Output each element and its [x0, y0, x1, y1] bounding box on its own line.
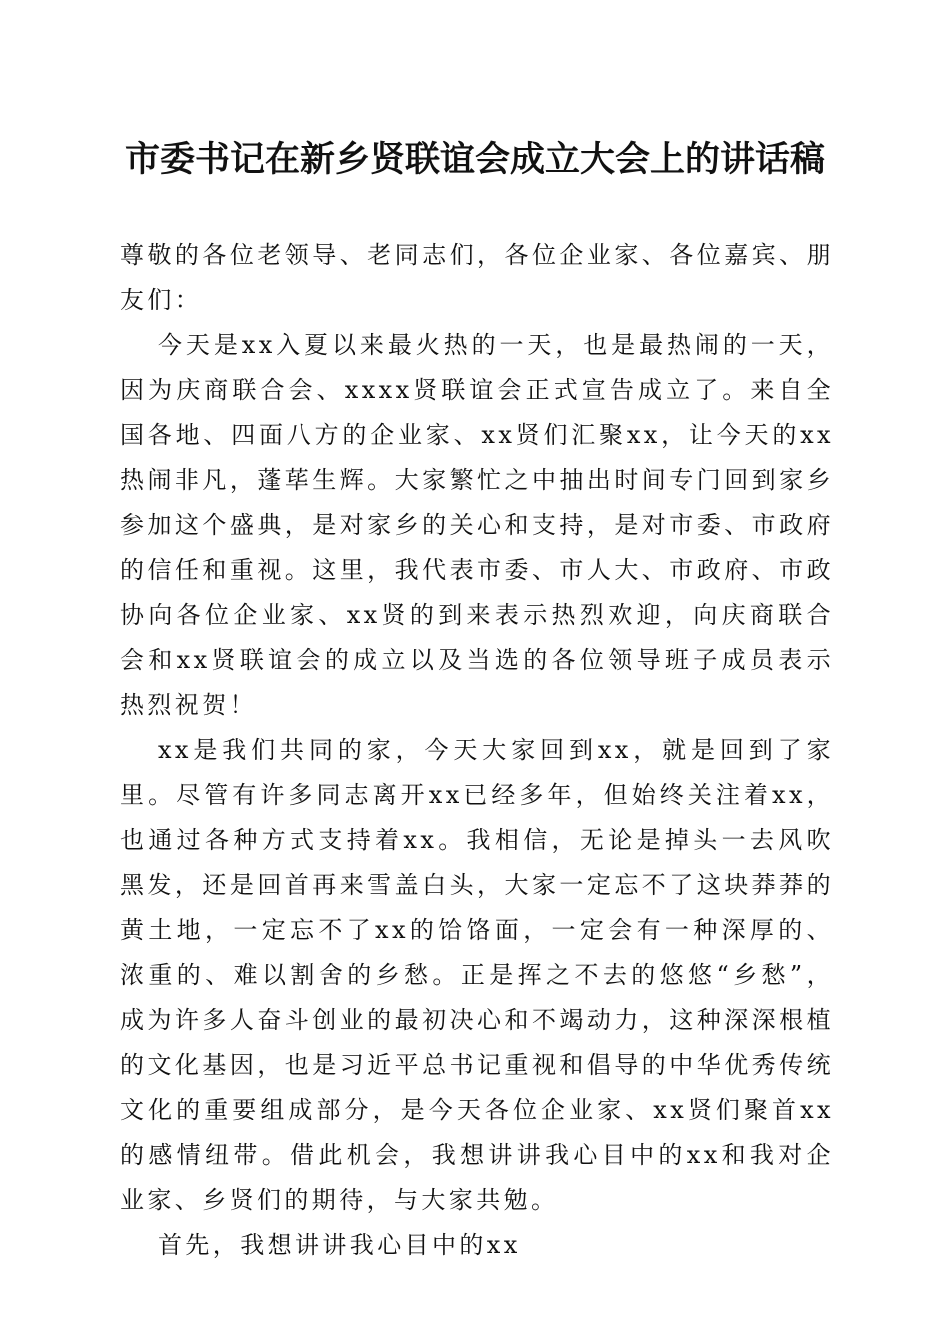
document-title: 市委书记在新乡贤联谊会成立大会上的讲话稿 — [124, 139, 825, 180]
body-paragraph-2: xx是我们共同的家，今天大家回到xx，就是回到了家里。尽管有许多同志离开xx已经多年，但始终关注着xx，也通过各种方式支持着xx。我相信，无论是掉头一去风吹黑发，还是回首再来雪盖白头，大家一定忘不了这块莽莽的黄土地，一定忘不了xx的饸饹面，一定会有一种深厚的、浓重的、难以割舍的乡愁。正是挥之不去的悠悠“乡愁”，成为许多人奋斗创业的最初决心和不竭动力，这种深深根植的文化基因，也是习近平总书记重视和倡导的中华优秀传统文化的重要组成部分，是今天各位企业家、xx贤们聚首xx的感情纽带。借此机会，我想讲讲我心目中的xx和我对企业家、乡贤们的期待，与大家共勉。 — [120, 736, 834, 1214]
salutation-paragraph: 尊敬的各位老领导、老同志们，各位企业家、各位嘉宾、朋友们： — [120, 241, 834, 314]
document-body — [120, 233, 834, 1268]
body-paragraph-1: 今天是xx入夏以来最火热的一天，也是最热闹的一天，因为庆商联合会、xxxx贤联谊会正式宣告成立了。来自全国各地、四面八方的企业家、xx贤们汇聚xx，让今天的xx热闹非凡，蓬荜生辉。大家繁忙之中抽出时间专门回到家乡参加这个盛典，是对家乡的关心和支持，是对市委、市政府的信任和重视。这里，我代表市委、市人大、市政府、市政协向各位企业家、xx贤的到来表示热烈欢迎，向庆商联合会和xx贤联谊会的成立以及当选的各位领导班子成员表示热烈祝贺！ — [120, 331, 834, 719]
body-paragraph-3: 首先，我想讲讲我心目中的xx — [158, 1231, 521, 1259]
